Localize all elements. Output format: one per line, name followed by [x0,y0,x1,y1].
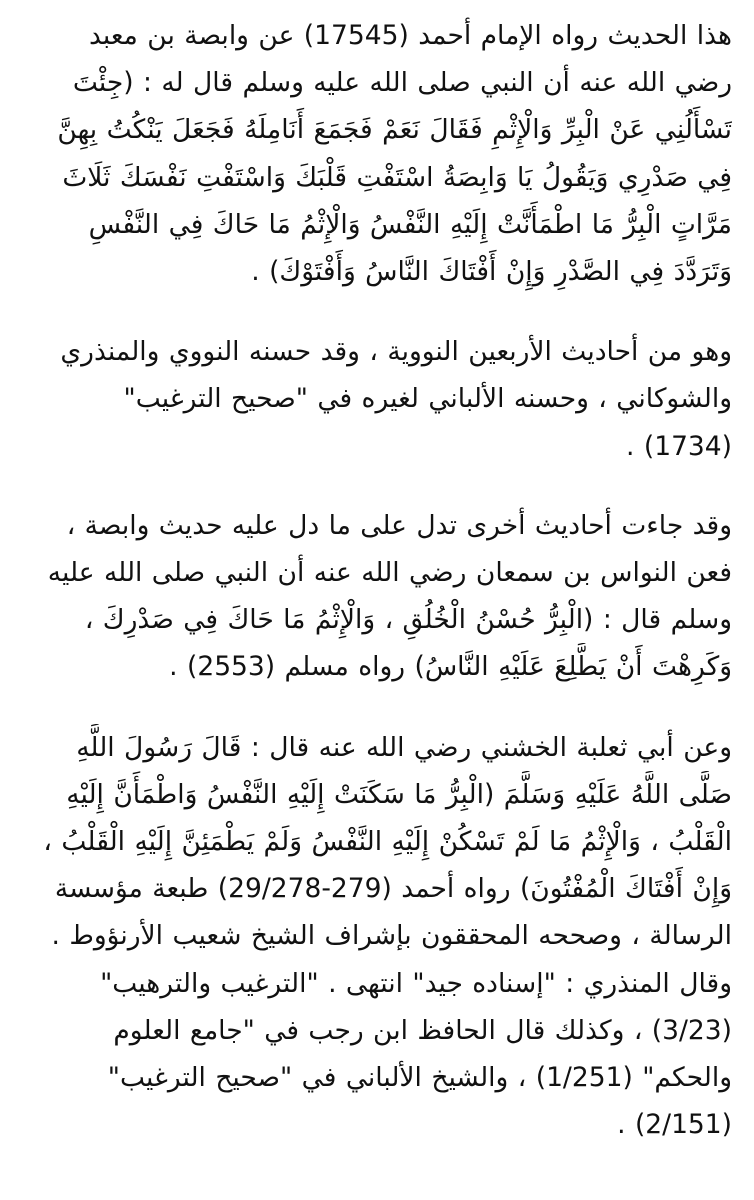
text-line: وَكَرِهْتَ أَنْ يَطَّلِعَ عَلَيْهِ النَّاسُ) رواه مسلم (2553) . [169,651,732,683]
text-line: رضي الله عنه أن النبي صلى الله عليه وسلم قال له : (جِئْتَ [72,67,732,99]
text-line: وعن أبي ثعلبة الخشني رضي الله عنه قال : قَالَ رَسُولَ اللَّهِ [76,731,732,763]
text-line: والحكم" (1/251) ، والشيخ الألباني في "صحيح الترغيب" [107,1062,732,1094]
text-line: والشوكاني ، وحسنه الألباني لغيره في "صحيح الترغيب" [123,383,732,415]
text-line: الرسالة ، وصححه المحققون بإشراف الشيخ شعيب الأرنؤوط . [51,920,732,952]
text-line: وقال المنذري : "إسناده جيد" انتهى . "الترغيب والترهيب" [100,967,732,999]
text-line: مَرَّاتٍ الْبِرُّ مَا اطْمَأَنَّتْ إِلَيْهِ النَّفْسُ وَالْإِثْمُ مَا حَاكَ فِي النَّفْسِ [88,208,732,240]
text-line: وهو من أحاديث الأربعين النووية ، وقد حسنه النووي والمنذري [60,336,732,368]
text-line: وَتَرَدَّدَ فِي الصَّدْرِ وَإِنْ أَفْتَاكَ النَّاسُ وَأَفْتَوْكَ) . [251,256,732,288]
text-line: وقد جاءت أحاديث أخرى تدل على ما دل عليه حديث وابصة ، [66,509,732,541]
text-line: صَلَّى اللَّهُ عَلَيْهِ وَسَلَّمَ (الْبِرُّ مَا سَكَنَتْ إِلَيْهِ النَّفْسُ وَاطْمَأَنَّ إِلَيْهِ [66,778,732,810]
text-line: تَسْأَلُنِي عَنْ الْبِرِّ وَالْإِثْمِ فَقَالَ نَعَمْ فَجَمَعَ أَنَامِلَهُ فَجَعَلَ يَنْكُتُ بِهِنَّ [57,114,732,146]
text-line: (1734) . [626,430,732,462]
text-line: فعن النواس بن سمعان رضي الله عنه أن النبي صلى الله عليه [47,557,732,589]
paragraph-spacer [22,295,732,328]
text-line: (3/23) ، وكذلك قال الحافظ ابن رجب في "جامع العلوم [113,1014,732,1046]
text-line: وسلم قال : (الْبِرُّ حُسْنُ الْخُلُقِ ، وَالْإِثْمُ مَا حَاكَ فِي صَدْرِكَ ، [84,604,732,636]
paragraph-spacer [22,691,732,724]
paragraph-grading [22,328,732,470]
paragraph-nawwas-hadith [22,502,732,691]
paragraph-spacer [22,470,732,502]
text-line: الْقَلْبُ ، وَالْإِثْمُ مَا لَمْ تَسْكُنْ إِلَيْهِ النَّفْسُ وَلَمْ يَطْمَئِنَّ إِلَيْهِ الْقَلْبُ ، [43,826,732,858]
paragraph-wabisa-hadith [22,12,732,295]
text-line: فِي صَدْرِي وَيَقُولُ يَا وَابِصَةُ اسْتَفْتِ قَلْبَكَ وَاسْتَفْتِ نَفْسَكَ ثَلَاثَ [62,161,732,193]
text-line: هذا الحديث رواه الإمام أحمد (17545) عن وابصة بن معبد [88,20,732,51]
paragraph-thalaba-hadith [22,724,732,1149]
text-line: (2/151) . [617,1109,732,1141]
text-line: وَإِنْ أَفْتَاكَ الْمُفْتُونَ) رواه أحمد (279-29/278) طبعة مؤسسة [54,873,732,905]
